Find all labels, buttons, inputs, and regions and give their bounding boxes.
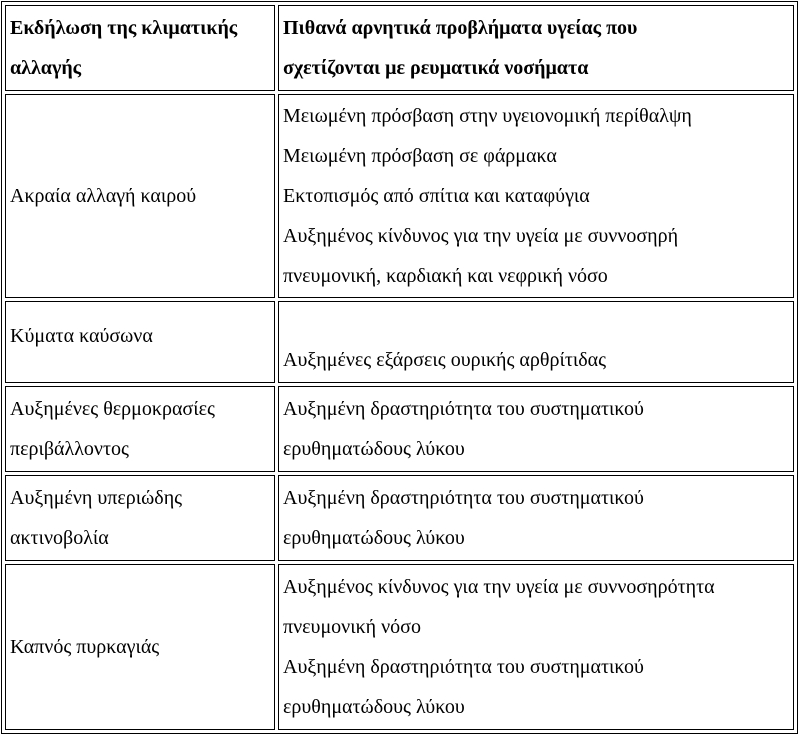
effect-line: Μειωμένη πρόσβαση σε φάρμακα <box>283 145 557 167</box>
header-effects-line: Πιθανά αρνητικά προβλήματα υγείας που <box>283 17 638 39</box>
event-line: Καπνός πυρκαγιάς <box>10 636 160 658</box>
effect-line: πνευμονική, καρδιακή και νεφρική νόσο <box>283 265 608 287</box>
event-cell <box>5 564 275 730</box>
event-line: ακτινοβολία <box>10 527 109 549</box>
effects-cell <box>278 301 794 383</box>
effect-line: ερυθηματώδους λύκου <box>283 438 465 460</box>
event-cell <box>5 301 275 383</box>
effect-line: πνευμονική νόσο <box>283 616 421 638</box>
event-line: Κύματα καύσωνα <box>10 325 153 347</box>
climate-health-table <box>1 1 798 734</box>
event-line: περιβάλλοντος <box>10 438 129 460</box>
effect-line: Αυξημένος κίνδυνος για την υγεία με συννοσηρότητα <box>283 576 715 598</box>
effect-line: ερυθηματώδους λύκου <box>283 527 465 549</box>
effect-line: Μειωμένη πρόσβαση στην υγειονομική περίθαλψη <box>283 105 692 127</box>
table-row <box>5 564 794 730</box>
table-row <box>5 94 794 298</box>
header-event-line: Εκδήλωση της κλιματικής <box>10 17 238 39</box>
effects-cell <box>278 94 794 298</box>
table-row <box>5 475 794 561</box>
table-row <box>5 386 794 472</box>
event-line: Ακραία αλλαγή καιρού <box>10 185 197 207</box>
event-cell <box>5 386 275 472</box>
effect-line: ερυθηματώδους λύκου <box>283 696 465 718</box>
effect-line: Αυξημένη δραστηριότητα του συστηματικού <box>283 398 644 420</box>
effect-line: Εκτοπισμός από σπίτια και καταφύγια <box>283 185 590 207</box>
event-cell <box>5 94 275 298</box>
effect-line: Αυξημένη δραστηριότητα του συστηματικού <box>283 487 644 509</box>
effect-line: Αυξημένος κίνδυνος για την υγεία με συννοσηρή <box>283 225 679 247</box>
header-effects-line: σχετίζονται με ρευματικά νοσήματα <box>283 57 589 79</box>
event-line: Αυξημένη υπεριώδης <box>10 487 183 509</box>
header-event-cell <box>5 5 275 91</box>
header-event-line: αλλαγής <box>10 57 82 79</box>
header-effects-cell <box>278 5 794 91</box>
effects-cell <box>278 564 794 730</box>
effects-cell <box>278 475 794 561</box>
effects-cell <box>278 386 794 472</box>
event-line: Αυξημένες θερμοκρασίες <box>10 398 215 420</box>
effect-line: Αυξημένες εξάρσεις ουρικής αρθρίτιδας <box>283 349 607 371</box>
effect-line: Αυξημένη δραστηριότητα του συστηματικού <box>283 656 644 678</box>
event-cell <box>5 475 275 561</box>
table-row <box>5 301 794 383</box>
header-row <box>5 5 794 91</box>
